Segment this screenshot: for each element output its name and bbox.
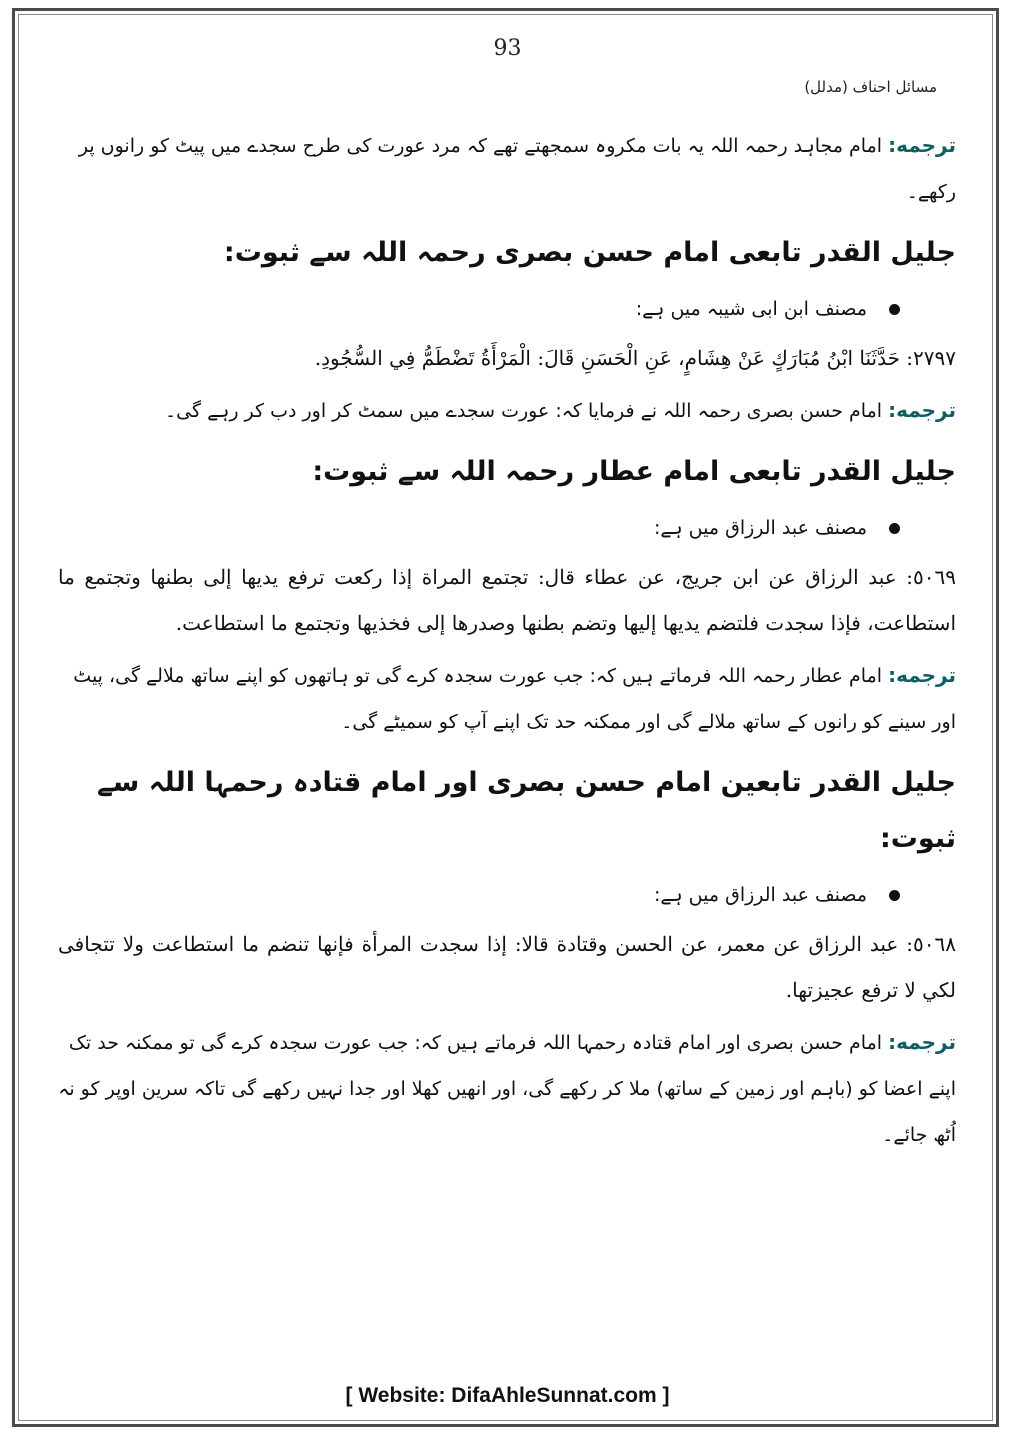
translation-paragraph — [58, 652, 956, 745]
source-bullet — [58, 287, 900, 331]
bullet-dot-icon — [889, 523, 900, 534]
section-heading: جلیل القدر تابعی امام حسن بصری رحمہ اللہ سے ثبوت: — [223, 237, 956, 268]
translation-paragraph — [58, 387, 956, 434]
section-heading: جلیل القدر تابعین امام حسن بصری اور امام قتادہ رحمہا اللہ سے ثبوت: — [96, 767, 956, 854]
arabic-narration: ٥٠٦٨: عبد الرزاق عن معمر، عن الحسن وقتادة قالا: إذا سجدت المرأة فإنها تنضم ما استطاعت ولا تتجافى لكي لا ترفع عجيزتها. — [58, 932, 956, 1002]
arabic-narration: ۲۷۹۷: حَدَّثَنَا ابْنُ مُبَارَكٍ عَنْ هِشَامٍ، عَنِ الْحَسَنِ قَالَ: الْمَرْأَةُ تَضْطَمُّ فِي السُّجُودِ. — [314, 346, 956, 370]
source-bullet — [58, 506, 900, 550]
translation-label: ترجمه: — [888, 663, 956, 687]
translation-label: ترجمه: — [888, 1030, 956, 1054]
translation-paragraph — [58, 122, 956, 215]
bullet-dot-icon — [889, 304, 900, 315]
translation-text: امام عطار رحمہ اللہ فرماتے ہیں کہ: جب عورت سجدہ کرے گی تو ہاتھوں کو اپنے ساتھ ملالے گی، پیٹ اور سینے کو رانوں کے ساتھ ملالے گی اور ممکنہ حد تک اپنے آپ کو سمیٹے گی۔ — [73, 665, 956, 733]
translation-label: ترجمه: — [888, 133, 956, 157]
source-text: مصنف عبد الرزاق میں ہے: — [653, 517, 867, 539]
translation-label: ترجمه: — [888, 398, 956, 422]
arabic-narration: ٥٠٦٩: عبد الرزاق عن ابن جريج، عن عطاء قال: تجتمع المراة إذا ركعت ترفع يديها إلى بطنها وتجتمع ما استطاعت، فإذا سجدت فلتضم يديها إليها وتضم بطنها وصدرها إلى فخذيها وتجتمع ما استطاعت. — [58, 565, 956, 635]
translation-text: امام مجاہد رحمہ اللہ یہ بات مکروہ سمجھتے تھے کہ مرد عورت کی طرح سجدے میں پیٹ کو رانوں پر رکھے۔ — [78, 135, 956, 203]
section-heading: جلیل القدر تابعی امام عطار رحمہ اللہ سے ثبوت: — [312, 456, 956, 487]
translation-paragraph — [58, 1019, 956, 1158]
source-text: مصنف عبد الرزاق میں ہے: — [653, 884, 867, 906]
page-content — [58, 122, 956, 1164]
translation-text: امام حسن بصری رحمہ اللہ نے فرمایا کہ: عورت سجدے میں سمٹ کر اور دب کر رہے گی۔ — [165, 400, 883, 422]
translation-text: امام حسن بصری اور امام قتادہ رحمہا اللہ فرماتے ہیں کہ: جب عورت سجدہ کرے گی تو ممکنہ حد تک اپنے اعضا کو (باہم اور زمین کے ساتھ) ملا کر رکھے گی، اور انھیں کھلا اور جدا نہیں رکھے گی تاکہ سرین اوپر کو نہ اُٹھ جائے۔ — [58, 1032, 956, 1146]
running-head: مسائل احناف (مدلل) — [804, 78, 937, 96]
website-footer: [ Website: DifaAhleSunnat.com ] — [345, 1384, 670, 1407]
bullet-dot-icon — [889, 890, 900, 901]
page-number: 93 — [493, 36, 522, 61]
source-bullet — [58, 873, 900, 917]
source-text: مصنف ابن ابی شیبہ میں ہے: — [635, 298, 867, 320]
